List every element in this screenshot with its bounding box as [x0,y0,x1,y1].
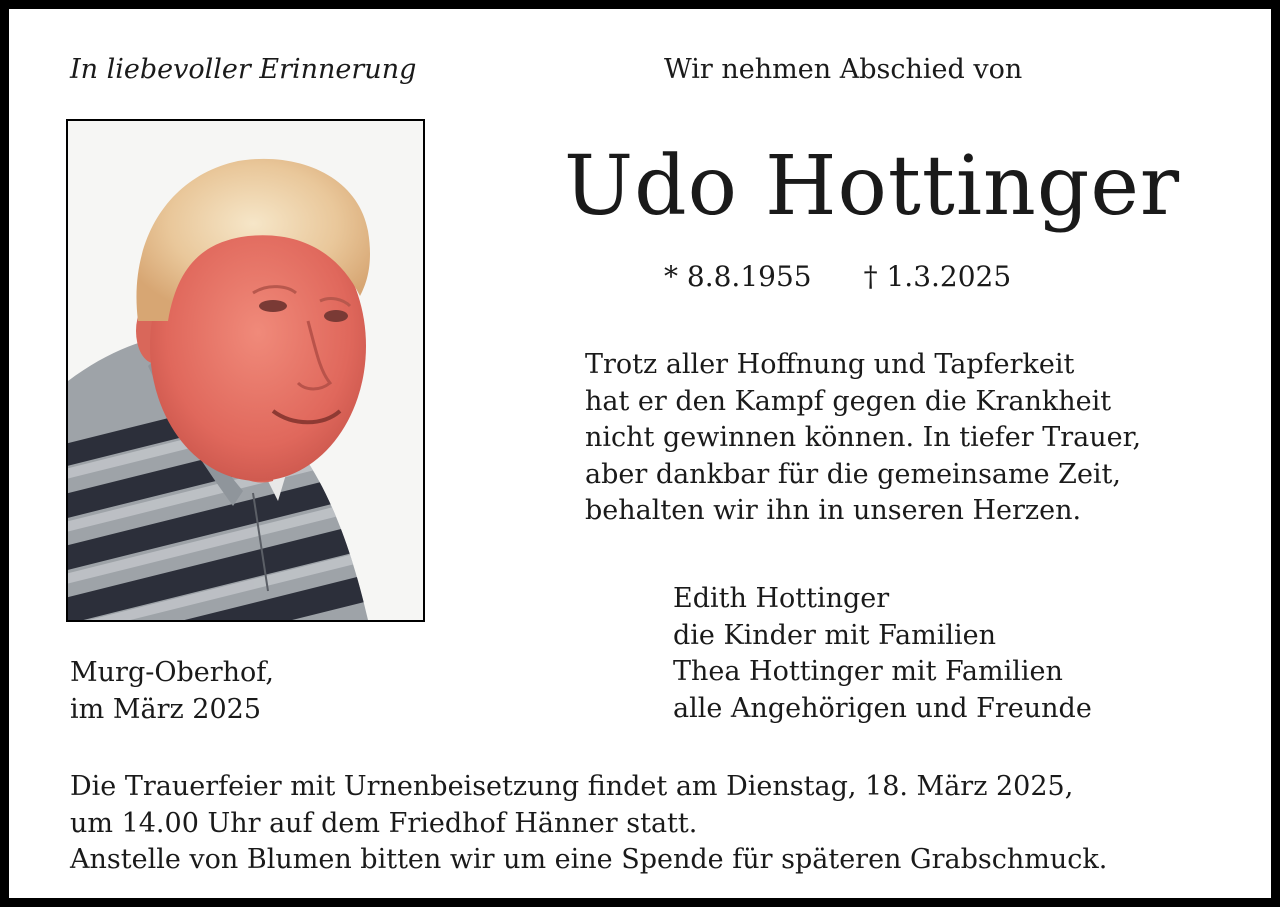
condolence-line: aber dankbar für die gemeinsame Zeit, [585,458,1121,490]
intro-text: Wir nehmen Abschied von [664,54,1023,85]
condolence-text [585,347,1141,530]
mourner-line: alle Angehörigen und Freunde [673,692,1092,724]
funeral-notice-line: Die Trauerfeier mit Urnenbeisetzung findet am Dienstag, 18. März 2025, [70,771,1074,802]
death-date: † 1.3.2025 [863,260,1012,293]
mourners-list [673,581,1092,727]
mourner-line: Thea Hottinger mit Familien [673,656,1063,687]
place-and-date [70,655,274,728]
funeral-notice [70,769,1107,879]
place-line: Murg-Oberhof, [70,657,274,688]
mourner-line: Edith Hottinger [673,583,890,614]
funeral-notice-line: Anstelle von Blumen bitten wir um eine Spende für späteren Grabschmuck. [70,844,1108,875]
mourner-line: die Kinder mit Familien [673,619,996,651]
condolence-line: nicht gewinnen können. In tiefer Trauer, [585,422,1142,453]
condolence-line: Trotz aller Hoffnung und Tapferkeit [585,349,1075,380]
life-dates [664,260,1011,293]
condolence-line: behalten wir ihn in unseren Herzen. [585,495,1082,526]
dedication-text: In liebevoller Erinnerung [70,54,417,85]
place-line: im März 2025 [70,693,261,725]
birth-date: * 8.8.1955 [664,260,812,293]
condolence-line: hat er den Kampf gegen die Krankheit [585,385,1112,417]
portrait-photo [66,119,425,622]
deceased-name: Udo Hottinger [564,139,1181,234]
funeral-notice-line: um 14.00 Uhr auf dem Friedhof Hänner statt. [70,807,698,839]
